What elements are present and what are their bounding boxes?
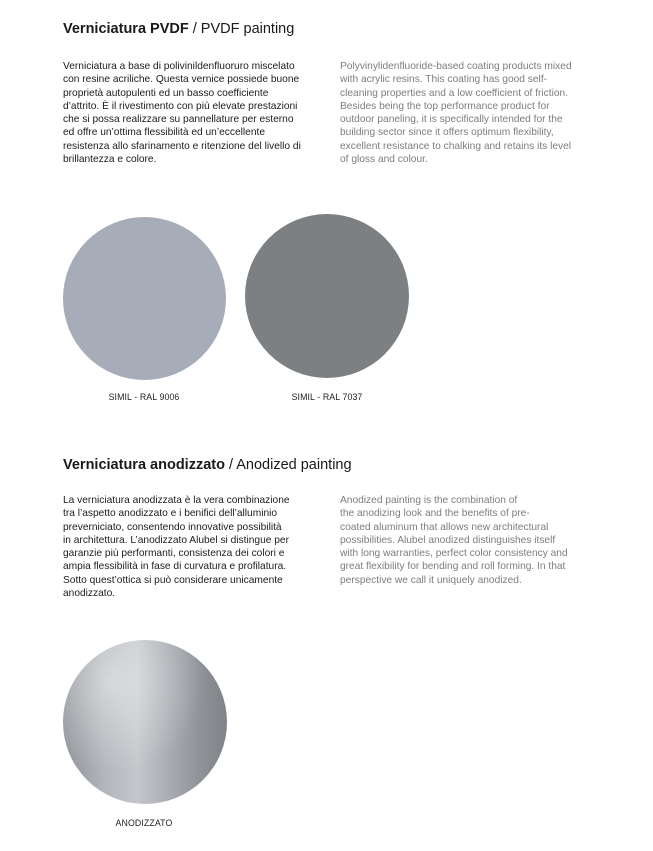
swatch-ral-7037 (245, 214, 409, 378)
swatch-anodized-label: ANODIZZATO (115, 818, 173, 828)
swatch-ral-7037-label: SIMIL - RAL 7037 (291, 392, 363, 402)
swatch-ral-9006-label: SIMIL - RAL 9006 (108, 392, 180, 402)
swatch-anodized (63, 640, 227, 804)
anodized-title-en: / Anodized painting (224, 457, 352, 473)
anodized-description-it: La verniciatura anodizzata è la vera combinazione tra l’aspetto anodizzato e i benifici dell’alluminio preverniciato, consentendo innovative possibilità in architettura. L’anodizzato Alubel si distingue per garanzie più performanti, consistenza dei colori e ampia flessibilità in fase di curvatura e profilatura. Sotto quest’ottica si può considerare unicamente anodizzato. (63, 495, 290, 600)
pvdf-description-it: Verniciatura a base di polivinildenfluoruro miscelato con resine acriliche. Questa vernice possiede buone proprietà autopulenti ed un basso coefficiente d’attrito. È il rivestimento con più elevate prestazioni che si possa realizzare su pannellature per esterno ed offre un’ottima flessibilità ed un’eccellente resistenza allo sfarinamento e ritenzione del livello di brillantezza e colore. (63, 61, 301, 166)
anodized-section-title (63, 456, 352, 474)
swatch-ral-9006 (63, 217, 226, 380)
anodized-title-it: Verniciatura anodizzato (63, 457, 225, 473)
anodized-description-en: Anodized painting is the combination of the anodizing look and the benefits of pre- coated aluminum that allows new architectural possibilities. Alubel anodized distinguishes itself with long warranties, perfect color consistency and great flexibility for bending and roll forming. In that perspective we call it uniquely anodized. (340, 495, 568, 586)
pvdf-section-title (63, 20, 294, 38)
pvdf-description-en: Polyvinylidenfluoride-based coating products mixed with acrylic resins. This coating has good self- cleaning properties and a low coefficient of friction. Besides being the top performance product for outdoor paneling, it is specifically intended for the building sector since it offers optimum flexibility, excellent resistance to chalking and retains its level of gloss and colour. (340, 61, 572, 166)
pvdf-title-it: Verniciatura PVDF (63, 21, 189, 37)
pvdf-title-en: / PVDF painting (188, 21, 295, 37)
